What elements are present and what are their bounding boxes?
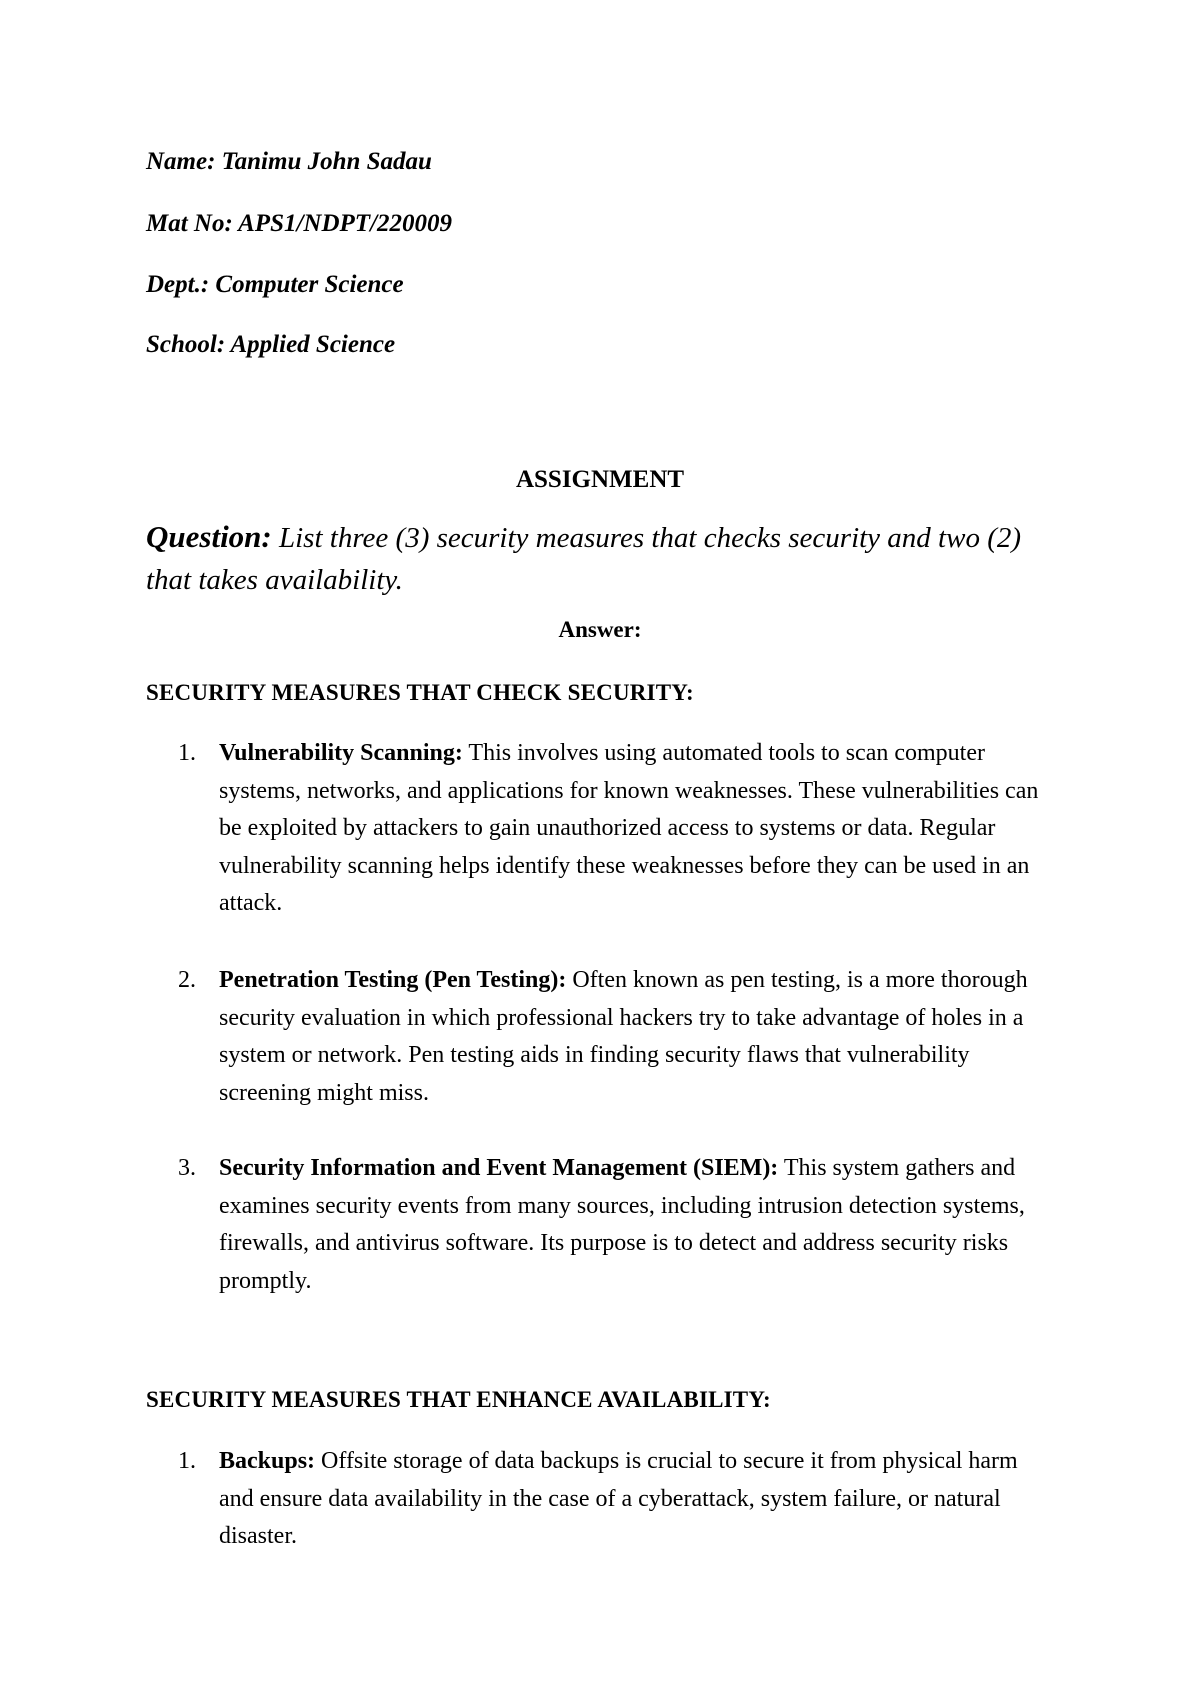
list-item-term: Backups:: [219, 1448, 316, 1474]
list-item-term: Vulnerability Scanning:: [219, 740, 463, 766]
student-dept: Dept.: Computer Science: [146, 271, 404, 298]
list-item-text: Offsite storage of data backups is crucial to secure it from physical harm and ensure data availability in the case of a cyberattack, system failure, or natural disaster.: [219, 1448, 1018, 1549]
list-item-body: [219, 1443, 1058, 1556]
list-item-term: Penetration Testing (Pen Testing):: [219, 967, 567, 993]
list-item: [178, 735, 1058, 923]
list-item-text: Often known as pen testing, is a more thorough security evaluation in which professional hackers try to take advantage of holes in a system or network. Pen testing aids in finding security flaws that vulnerability screening might miss.: [219, 967, 1028, 1106]
list-item-body: [219, 1150, 1058, 1300]
section-heading-availability: SECURITY MEASURES THAT ENHANCE AVAILABILITY:: [146, 1387, 771, 1412]
answer-label: Answer:: [558, 617, 642, 642]
list-item-number: 3.: [178, 1155, 196, 1181]
list-item-text: This system gathers and examines security events from many sources, including intrusion detection systems, firewalls, and antivirus software. Its purpose is to detect and address security risks promptly.: [219, 1155, 1025, 1294]
list-item: [178, 962, 1058, 1112]
list-item-number: 1.: [178, 1448, 196, 1474]
list-item-number: 1.: [178, 740, 196, 766]
student-school: School: Applied Science: [146, 331, 396, 358]
section-heading-security: SECURITY MEASURES THAT CHECK SECURITY:: [146, 680, 694, 705]
list-item-body: [219, 735, 1058, 923]
list-item-number: 2.: [178, 967, 196, 993]
student-mat-no: Mat No: APS1/NDPT/220009: [146, 210, 453, 237]
list-item: [178, 1443, 1058, 1556]
student-name: Name: Tanimu John Sadau: [146, 148, 432, 175]
assignment-title: ASSIGNMENT: [515, 466, 685, 493]
list-item-text: This involves using automated tools to scan computer systems, networks, and applications for known weaknesses. These vulnerabilities can be exploited by attackers to gain unauthorized access to systems or data. Regular vulnerability scanning helps identify these weaknesses before they can be used in an attack.: [219, 740, 1039, 916]
question: [146, 516, 1066, 601]
question-label: Question:: [146, 519, 272, 554]
question-text: List three (3) security measures that checks security and two (2) that takes availability.: [146, 522, 1022, 596]
list-item-body: [219, 962, 1058, 1112]
list-item: [178, 1150, 1058, 1300]
list-item-term: Security Information and Event Management (SIEM):: [219, 1155, 779, 1181]
